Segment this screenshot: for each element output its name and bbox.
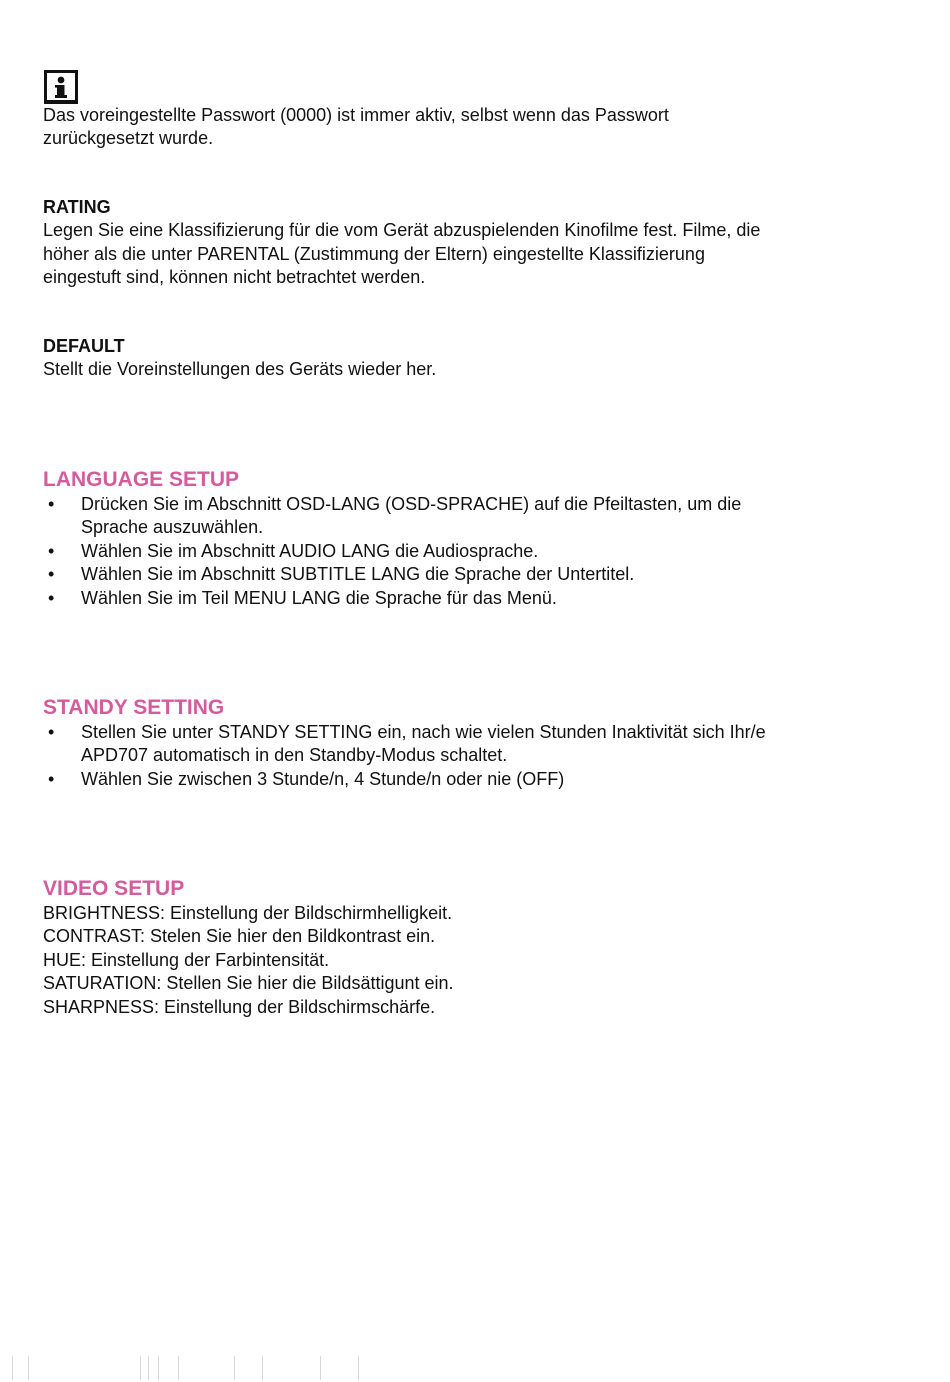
list-item <box>43 721 843 768</box>
bullet-icon: • <box>48 494 55 514</box>
bullet-icon: • <box>48 587 55 608</box>
video-setup-line: BRIGHTNESS: Einstellung der Bildschirmhelligkeit. <box>43 903 453 923</box>
info-note-line: zurückgesetzt wurde. <box>43 128 214 149</box>
rating-line: höher als die unter PARENTAL (Zustimmung der Eltern) eingestellte Klassifizierung <box>43 243 705 264</box>
language-setup-heading: LANGUAGE SETUP <box>43 468 240 491</box>
info-note-line: Das voreingestellte Passwort (0000) ist immer aktiv, selbst wenn das Passwort <box>43 105 669 125</box>
bullet-icon: • <box>48 540 55 561</box>
rating-section <box>43 196 843 290</box>
list-item-text: Wählen Sie im Teil MENU LANG die Sprache für das Menü. <box>81 587 557 608</box>
info-icon <box>44 70 78 104</box>
video-setup-line: SHARPNESS: Einstellung der Bildschirmschärfe. <box>43 996 436 1017</box>
video-setup-line: CONTRAST: Stelen Sie hier den Bildkontrast ein. <box>43 926 436 947</box>
standy-setting-heading: STANDY SETTING <box>43 696 225 719</box>
video-setup-line: HUE: Einstellung der Farbintensität. <box>43 949 330 970</box>
bullet-icon: • <box>48 722 55 742</box>
standy-setting-list <box>43 721 843 791</box>
language-setup-list <box>43 493 843 610</box>
list-item-text: APD707 automatisch in den Standby-Modus schaltet. <box>81 745 508 766</box>
list-item-text: Stellen Sie unter STANDY SETTING ein, nach wie vielen Stunden Inaktivität sich Ihr/e <box>81 722 766 742</box>
video-setup-line: SATURATION: Stellen Sie hier die Bildsättigunt ein. <box>43 973 454 994</box>
bullet-icon: • <box>48 564 55 585</box>
list-item <box>43 493 843 540</box>
rating-heading: RATING <box>43 197 111 217</box>
scan-artifacts <box>0 1356 950 1382</box>
video-setup-section <box>43 876 843 1019</box>
list-item-text: Sprache auszuwählen. <box>81 517 264 538</box>
standy-setting-section <box>43 695 843 791</box>
video-setup-heading: VIDEO SETUP <box>43 877 185 900</box>
info-note <box>43 104 843 151</box>
bullet-icon: • <box>48 768 55 789</box>
list-item-text: Wählen Sie zwischen 3 Stunde/n, 4 Stunde/n oder nie (OFF) <box>81 768 565 789</box>
default-heading: DEFAULT <box>43 336 125 356</box>
list-item <box>43 563 843 586</box>
rating-line: eingestuft sind, können nicht betrachtet werden. <box>43 267 426 288</box>
default-line: Stellt die Voreinstellungen des Geräts wieder her. <box>43 359 437 380</box>
language-setup-section <box>43 467 843 610</box>
list-item-text: Drücken Sie im Abschnitt OSD-LANG (OSD-SPRACHE) auf die Pfeiltasten, um die <box>81 494 742 514</box>
list-item <box>43 768 843 791</box>
list-item <box>43 540 843 563</box>
rating-line: Legen Sie eine Klassifizierung für die vom Gerät abzuspielenden Kinofilme fest. Filme, die <box>43 220 761 241</box>
list-item-text: Wählen Sie im Abschnitt AUDIO LANG die Audiosprache. <box>81 540 539 561</box>
list-item-text: Wählen Sie im Abschnitt SUBTITLE LANG die Sprache der Untertitel. <box>81 564 635 585</box>
list-item <box>43 587 843 610</box>
default-section <box>43 335 843 382</box>
